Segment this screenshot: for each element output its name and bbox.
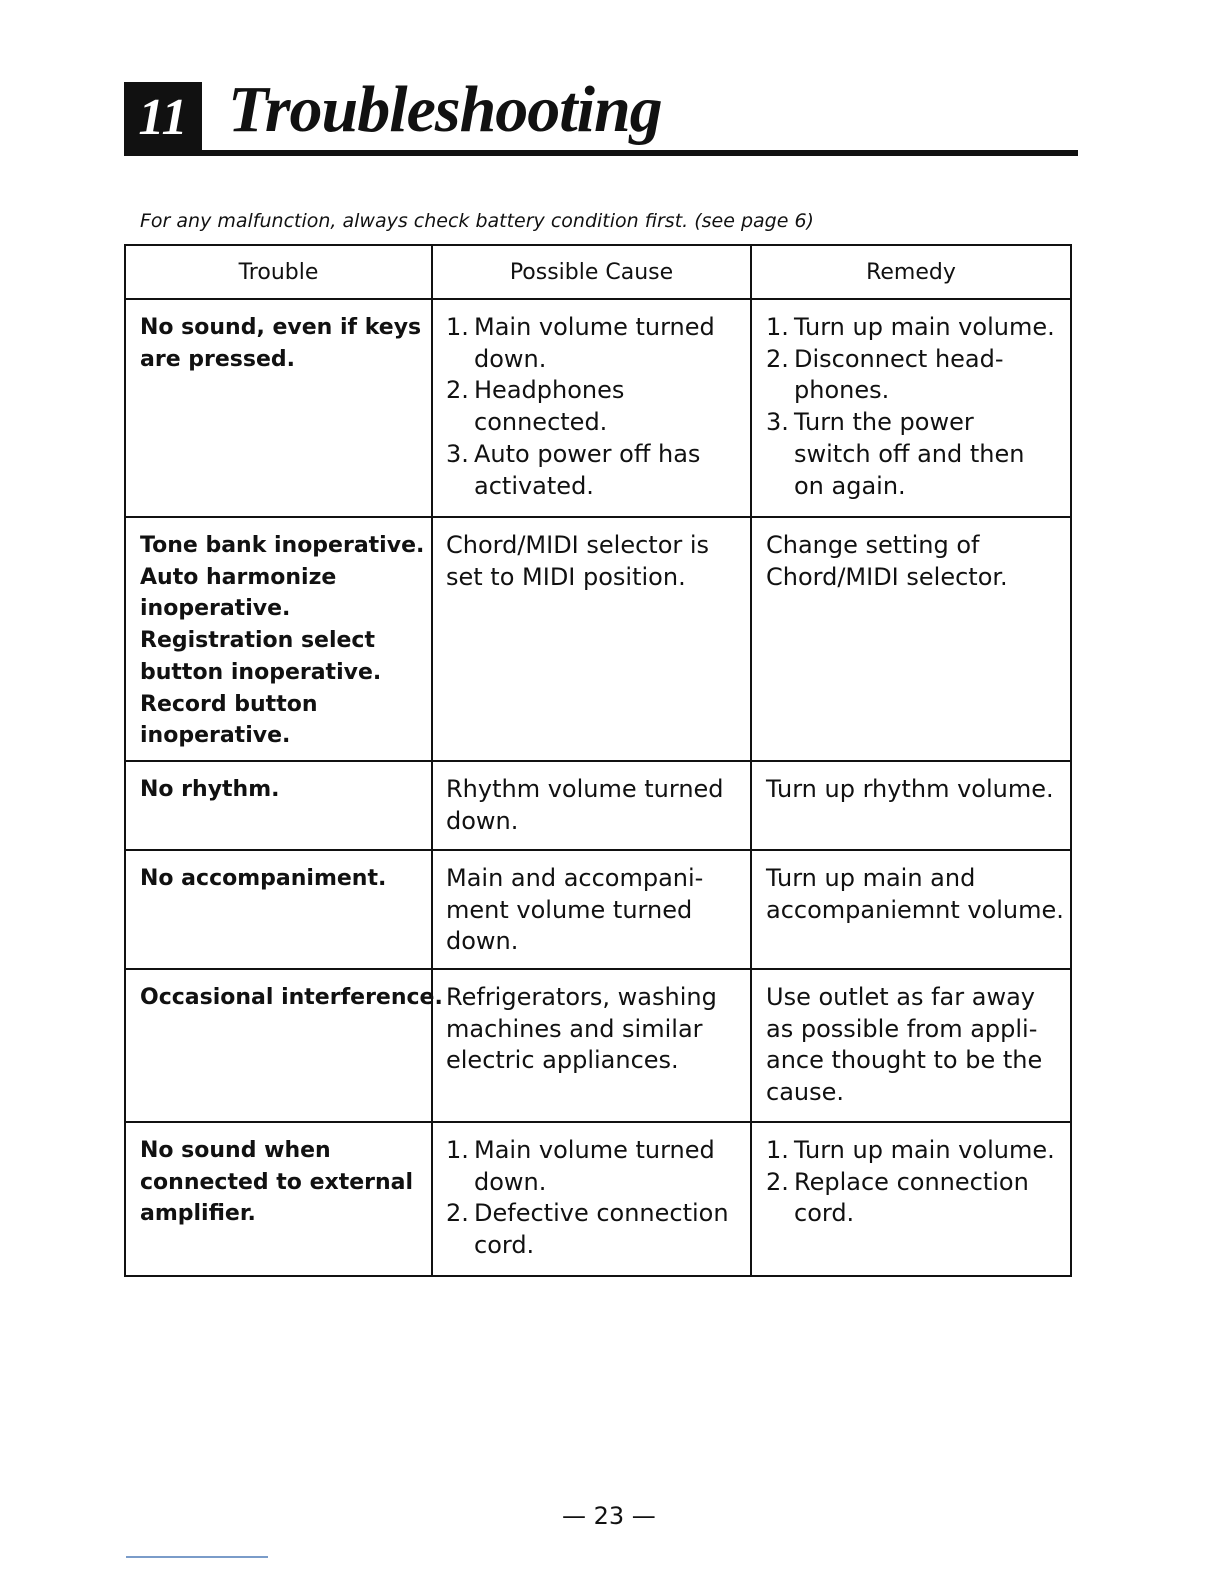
header-divider bbox=[126, 298, 1070, 300]
cause-text-line: down. bbox=[446, 927, 519, 956]
cause-list-line bbox=[446, 344, 715, 376]
cause-list-line bbox=[446, 1198, 729, 1230]
remedy-text-line: accompaniemnt volume. bbox=[766, 895, 1064, 924]
table-cell-cause bbox=[446, 530, 709, 593]
page-number: — 23 — bbox=[562, 1502, 656, 1530]
remedy-text: switch off and then bbox=[794, 439, 1025, 468]
trouble-text-line: No sound, even if keys bbox=[140, 315, 422, 340]
troubleshooting-table bbox=[124, 244, 1072, 1277]
table-cell-cause bbox=[446, 312, 715, 502]
remedy-list-line bbox=[766, 471, 1055, 503]
battery-note: For any malfunction, always check battery condition first. (see page 6) bbox=[140, 210, 814, 232]
cause-text: down. bbox=[474, 1167, 547, 1196]
remedy-text-line: as possible from appli- bbox=[766, 1014, 1038, 1043]
table-cell-remedy bbox=[766, 312, 1055, 502]
trouble-text-line: amplifier. bbox=[140, 1201, 256, 1227]
trouble-text-line: connected to external bbox=[140, 1169, 414, 1195]
table-cell-cause bbox=[446, 774, 724, 837]
cause-list-line bbox=[446, 1167, 729, 1199]
remedy-text: cord. bbox=[794, 1199, 855, 1228]
remedy-text: on again. bbox=[794, 471, 906, 500]
cause-text: Defective connection bbox=[474, 1199, 729, 1228]
list-number: 1. bbox=[766, 1136, 789, 1164]
cause-text-line: Refrigerators, washing bbox=[446, 983, 717, 1011]
cause-list-line bbox=[446, 1135, 729, 1167]
cause-list-line bbox=[446, 439, 715, 471]
footer-rule bbox=[126, 1556, 268, 1558]
table-cell-trouble bbox=[140, 530, 424, 752]
remedy-text-line: Change setting of bbox=[766, 531, 980, 559]
cause-list-line bbox=[446, 471, 715, 503]
remedy-text: Turn up main volume. bbox=[794, 1136, 1055, 1164]
list-number: 2. bbox=[766, 1167, 789, 1196]
list-number: 1. bbox=[446, 1136, 469, 1164]
cause-text: Main volume turned bbox=[474, 313, 715, 341]
cause-list-line bbox=[446, 407, 715, 439]
header-trouble: Trouble bbox=[238, 260, 319, 285]
cause-text-line: machines and similar bbox=[446, 1014, 703, 1043]
list-number: 1. bbox=[446, 313, 469, 341]
table-cell-trouble bbox=[140, 774, 280, 806]
cause-text: cord. bbox=[474, 1231, 535, 1260]
cause-text-line: Main and accompani- bbox=[446, 864, 704, 892]
cause-text-line: electric appliances. bbox=[446, 1046, 679, 1075]
trouble-text-line: Occasional interference. bbox=[140, 985, 443, 1010]
trouble-text-line: No rhythm. bbox=[140, 777, 280, 802]
table-cell-remedy bbox=[766, 982, 1042, 1109]
cause-text: Main volume turned bbox=[474, 1136, 715, 1164]
table-cell-remedy bbox=[766, 774, 1054, 806]
remedy-text: phones. bbox=[794, 376, 890, 405]
trouble-text-line: inoperative. bbox=[140, 723, 291, 749]
trouble-text-line: button inoperative. bbox=[140, 659, 382, 685]
remedy-list-line bbox=[766, 439, 1055, 471]
trouble-text-line: No accompaniment. bbox=[140, 866, 387, 891]
cause-text-line: Chord/MIDI selector is bbox=[446, 531, 710, 559]
cause-text-line: down. bbox=[446, 806, 519, 835]
title-underline bbox=[124, 150, 1078, 156]
chapter-number-badge: 11 bbox=[124, 82, 202, 154]
trouble-text-line: Registration select bbox=[140, 628, 375, 654]
trouble-text-line: inoperative. bbox=[140, 596, 291, 622]
cause-text-line: Rhythm volume turned bbox=[446, 775, 724, 803]
cause-text: Auto power off has bbox=[474, 439, 701, 468]
cause-text: connected. bbox=[474, 408, 608, 437]
remedy-text-line: cause. bbox=[766, 1078, 845, 1107]
table-cell-cause bbox=[446, 863, 703, 958]
table-cell-trouble bbox=[140, 863, 386, 895]
list-number: 3. bbox=[766, 408, 789, 437]
cause-text: activated. bbox=[474, 471, 594, 500]
row-divider bbox=[126, 849, 1070, 851]
row-divider bbox=[126, 760, 1070, 762]
remedy-list-line bbox=[766, 344, 1055, 376]
remedy-text-line: Turn up rhythm volume. bbox=[766, 775, 1054, 803]
list-number: 2. bbox=[766, 344, 789, 373]
table-cell-trouble bbox=[140, 1135, 413, 1230]
remedy-list-line bbox=[766, 1167, 1055, 1199]
table-cell-remedy bbox=[766, 530, 1008, 593]
remedy-text-line: Chord/MIDI selector. bbox=[766, 562, 1008, 591]
list-number: 2. bbox=[446, 1199, 469, 1228]
header-remedy: Remedy bbox=[866, 260, 956, 285]
cause-text-line: ment volume turned bbox=[446, 895, 693, 924]
table-cell-trouble bbox=[140, 312, 421, 375]
remedy-text: Replace connection bbox=[794, 1167, 1029, 1196]
cause-list-line bbox=[446, 375, 715, 407]
row-divider bbox=[126, 968, 1070, 970]
header-possible-cause: Possible Cause bbox=[509, 260, 674, 285]
list-number: 3. bbox=[446, 439, 469, 468]
trouble-text-line: Tone bank inoperative. bbox=[140, 533, 425, 558]
list-number: 1. bbox=[766, 313, 789, 341]
row-divider bbox=[126, 1121, 1070, 1123]
trouble-text-line: No sound when bbox=[140, 1138, 331, 1163]
row-divider bbox=[126, 516, 1070, 518]
page-title: Troubleshooting bbox=[228, 73, 662, 146]
remedy-text: Turn the power bbox=[794, 408, 974, 437]
cause-text-line: set to MIDI position. bbox=[446, 562, 686, 591]
remedy-list-line bbox=[766, 1135, 1055, 1167]
cause-list-line bbox=[446, 312, 715, 344]
trouble-text-line: are pressed. bbox=[140, 346, 296, 372]
cause-list-line bbox=[446, 1230, 729, 1262]
trouble-text-line: Auto harmonize bbox=[140, 564, 337, 590]
remedy-text-line: Turn up main and bbox=[766, 864, 976, 892]
table-cell-remedy bbox=[766, 863, 1064, 926]
cause-text: Headphones bbox=[474, 376, 625, 405]
remedy-list-line bbox=[766, 312, 1055, 344]
remedy-text-line: ance thought to be the bbox=[766, 1046, 1043, 1075]
remedy-list-line bbox=[766, 1198, 1055, 1230]
remedy-list-line bbox=[766, 407, 1055, 439]
table-cell-cause bbox=[446, 982, 717, 1077]
remedy-text: Disconnect head- bbox=[794, 344, 1004, 373]
remedy-text: Turn up main volume. bbox=[794, 313, 1055, 341]
remedy-text-line: Use outlet as far away bbox=[766, 983, 1035, 1011]
table-cell-trouble bbox=[140, 982, 443, 1014]
list-number: 2. bbox=[446, 376, 469, 405]
table-cell-remedy bbox=[766, 1135, 1055, 1230]
trouble-text-line: Record button bbox=[140, 691, 318, 717]
table-cell-cause bbox=[446, 1135, 729, 1262]
cause-text: down. bbox=[474, 344, 547, 373]
remedy-list-line bbox=[766, 375, 1055, 407]
chapter-header bbox=[124, 70, 1078, 156]
